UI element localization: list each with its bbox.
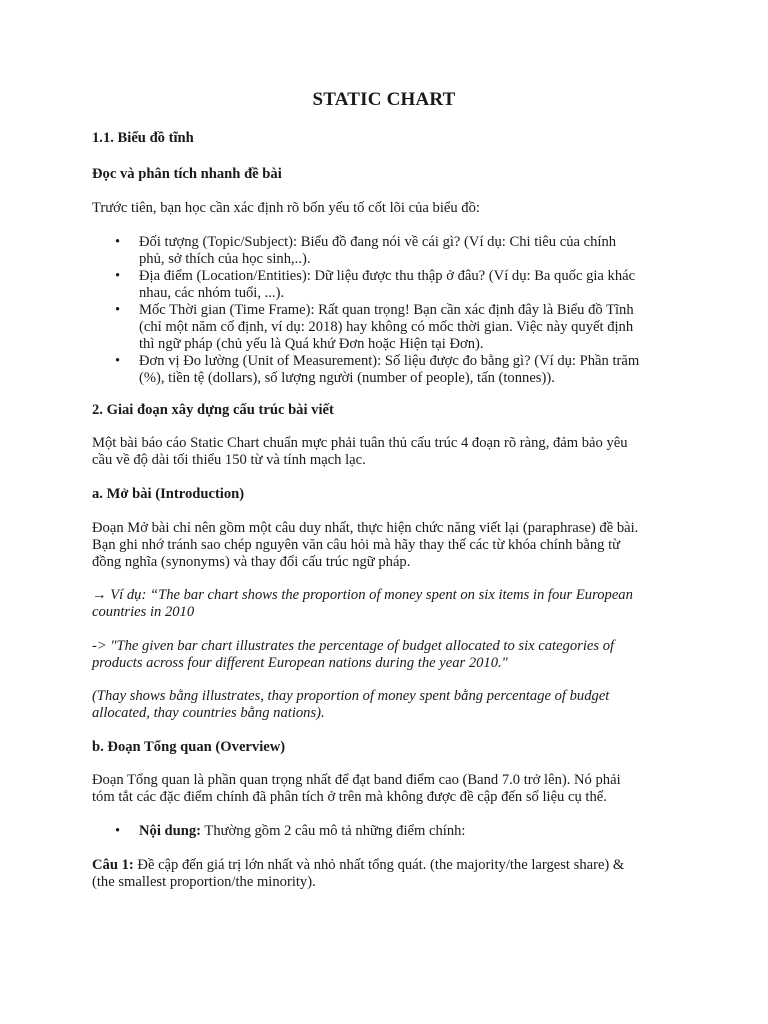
list-item-line: phủ, sở thích của học sinh,..). <box>139 251 311 267</box>
list-item-unit <box>92 353 682 387</box>
intro-paragraph: Trước tiên, bạn học cần xác định rõ bốn yếu tố cốt lõi của biểu đồ: <box>92 200 480 216</box>
structure-paragraph <box>92 435 682 469</box>
page-title: STATIC CHART <box>312 89 456 110</box>
example-original <box>92 587 682 621</box>
introduction-paragraph <box>92 520 682 571</box>
sentence-1-label: Câu 1: <box>92 857 134 873</box>
paragraph-line: Bạn ghi nhớ tránh sao chép nguyên văn câu hỏi mà hãy thay thế các từ khóa chính bằng từ <box>92 537 621 553</box>
list-item-time-frame <box>92 302 682 353</box>
paragraph-line: allocated, thay countries bằng nations). <box>92 705 325 721</box>
paragraph-line: -> "The given bar chart illustrates the percentage of budget allocated to six categories of <box>92 638 615 654</box>
subheading-overview: b. Đoạn Tổng quan (Overview) <box>92 739 286 755</box>
overview-paragraph <box>92 772 682 806</box>
paragraph-line: countries in 2010 <box>92 604 195 620</box>
sentence-1-paragraph <box>92 857 682 891</box>
example-explanation <box>92 688 682 722</box>
paragraph-line: Đoạn Mở bài chỉ nên gồm một câu duy nhất, thực hiện chức năng viết lại (paraphrase) đề bài. <box>92 520 639 536</box>
bullet-icon: • <box>115 353 121 369</box>
example-paraphrase <box>92 638 682 672</box>
paragraph-line: cầu về độ dài tối thiểu 150 từ và tính mạch lạc. <box>92 452 366 468</box>
subheading-introduction: a. Mở bài (Introduction) <box>92 486 245 502</box>
bullet-icon: • <box>115 302 121 318</box>
list-item-line: Đơn vị Đo lường (Unit of Measurement): Số liệu được đo bằng gì? (Ví dụ: Phần trăm <box>139 353 640 369</box>
paragraph-line: products across four different European nations during the year 2010." <box>92 655 508 671</box>
sentence-1-text: Đề cập đến giá trị lớn nhất và nhỏ nhất tổng quát. (the majority/the largest share) & <box>133 857 625 873</box>
list-item-line: Địa điểm (Location/Entities): Dữ liệu được thu thập ở đâu? (Ví dụ: Ba quốc gia khác <box>139 268 636 284</box>
content-text: Thường gồm 2 câu mô tả những điểm chính: <box>201 823 466 839</box>
list-item-line: nhau, các nhóm tuổi, ...). <box>139 285 285 301</box>
list-item-line: Đối tượng (Topic/Subject): Biểu đồ đang nói về cái gì? (Ví dụ: Chi tiêu của chính <box>139 234 617 250</box>
bullet-icon: • <box>115 823 121 839</box>
list-item-line: thì ngữ pháp (chủ yếu là Quá khứ Đơn hoặc Hiện tại Đơn). <box>139 336 484 352</box>
paragraph-line: đồng nghĩa (synonyms) và thay đổi cấu trúc ngữ pháp. <box>92 554 411 570</box>
list-item-location <box>92 268 682 302</box>
list-item-topic <box>92 234 682 268</box>
list-item-line: (chỉ một năm cố định, ví dụ: 2018) hay không có mốc thời gian. Việc này quyết định <box>139 319 634 335</box>
paragraph-line: tóm tắt các đặc điểm chính đã phân tích ở trên mà không được đề cập đến số liệu cụ thể. <box>92 789 607 805</box>
overview-content-list <box>92 823 682 840</box>
paragraph-line: → Ví dụ: “The bar chart shows the proportion of money spent on six items in four European <box>92 587 633 603</box>
section-heading-2: 2. Giai đoạn xây dựng cấu trúc bài viết <box>92 402 334 418</box>
list-item-content <box>92 823 682 840</box>
paragraph-line: (the smallest proportion/the minority). <box>92 874 316 890</box>
paragraph-line: Một bài báo cáo Static Chart chuẩn mực phải tuân thủ cấu trúc 4 đoạn rõ ràng, đảm bảo yêu <box>92 435 628 451</box>
bullet-icon: • <box>115 234 121 250</box>
list-item-line: Mốc Thời gian (Time Frame): Rất quan trọng! Bạn cần xác định đây là Biểu đồ Tĩnh <box>139 302 634 318</box>
list-item-line: (%), tiền tệ (dollars), số lượng người (number of people), tấn (tonnes)). <box>139 370 555 386</box>
bullet-icon: • <box>115 268 121 284</box>
content-label: Nội dung: <box>139 823 202 839</box>
paragraph-line: Đoạn Tổng quan là phần quan trọng nhất để đạt band điểm cao (Band 7.0 trở lên). Nó phải <box>92 772 621 788</box>
subheading-read-analyze: Đọc và phân tích nhanh đề bài <box>92 166 282 182</box>
paragraph-line: (Thay shows bằng illustrates, thay proportion of money spent bằng percentage of budget <box>92 688 610 704</box>
paragraph-line <box>92 857 682 874</box>
key-factors-list <box>92 234 682 387</box>
section-heading-1-1: 1.1. Biểu đồ tĩnh <box>92 130 194 146</box>
